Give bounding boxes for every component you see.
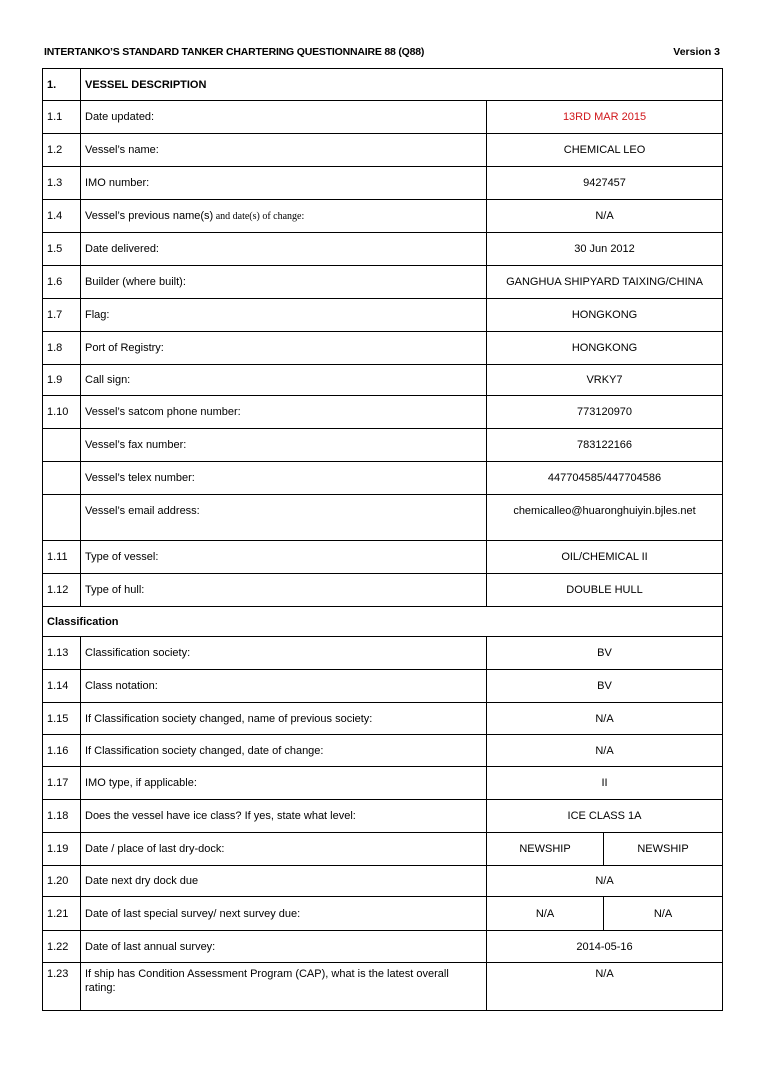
row-number: 1.19 <box>43 833 81 866</box>
row-label: Vessel’s name: <box>81 134 487 167</box>
row-number: 1.14 <box>43 670 81 703</box>
annual-survey-value: 2014-05-16 <box>487 931 723 963</box>
next-survey-due-value: N/A <box>604 897 723 931</box>
row-label: Class notation: <box>81 670 487 703</box>
table-row <box>43 299 723 332</box>
row-number: 1.9 <box>43 365 81 396</box>
row-number: 1.10 <box>43 396 81 429</box>
row-label: Date delivered: <box>81 233 487 266</box>
row-number-empty <box>43 495 81 541</box>
table-row <box>43 332 723 365</box>
row-label: Type of vessel: <box>81 541 487 574</box>
row-number: 1.6 <box>43 266 81 299</box>
section-number: 1. <box>43 69 81 101</box>
table-row <box>43 574 723 607</box>
row-label: Vessel’s satcom phone number: <box>81 396 487 429</box>
vessel-type-value: OIL/CHEMICAL II <box>487 541 723 574</box>
row-label: Date updated: <box>81 101 487 134</box>
row-label: Date / place of last dry-dock: <box>81 833 487 866</box>
call-sign-value: VRKY7 <box>487 365 723 396</box>
row-label: Vessel’s telex number: <box>81 462 487 495</box>
date-delivered-value: 30 Jun 2012 <box>487 233 723 266</box>
table-row <box>43 200 723 233</box>
row-number: 1.1 <box>43 101 81 134</box>
row-label <box>81 200 487 233</box>
row-number-empty <box>43 429 81 462</box>
row-number: 1.20 <box>43 866 81 897</box>
table-row <box>43 167 723 200</box>
last-drydock-place-value: NEWSHIP <box>604 833 723 866</box>
document-version: Version 3 <box>673 46 720 58</box>
row-number: 1.11 <box>43 541 81 574</box>
table-row <box>43 963 723 1011</box>
row-label: Date of last annual survey: <box>81 931 487 963</box>
hull-type-value: DOUBLE HULL <box>487 574 723 607</box>
row-label: If Classification society changed, name of previous society: <box>81 703 487 735</box>
table-row <box>43 735 723 767</box>
row-label: Port of Registry: <box>81 332 487 365</box>
table-row <box>43 833 723 866</box>
previous-names-value: N/A <box>487 200 723 233</box>
row-label: Flag: <box>81 299 487 332</box>
row-label: Builder (where built): <box>81 266 487 299</box>
row-number: 1.8 <box>43 332 81 365</box>
table-row <box>43 495 723 541</box>
row-number: 1.4 <box>43 200 81 233</box>
table-row <box>43 866 723 897</box>
vessel-name-value: CHEMICAL LEO <box>487 134 723 167</box>
table-row <box>43 396 723 429</box>
row-number: 1.23 <box>43 963 81 1011</box>
previous-society-value: N/A <box>487 703 723 735</box>
row-number: 1.3 <box>43 167 81 200</box>
ice-class-value: ICE CLASS 1A <box>487 800 723 833</box>
builder-value: GANGHUA SHIPYARD TAIXING/CHINA <box>487 266 723 299</box>
row-label: Vessel’s fax number: <box>81 429 487 462</box>
table-row <box>43 462 723 495</box>
section-header-row <box>43 69 723 101</box>
row-label: Type of hull: <box>81 574 487 607</box>
row-label: Does the vessel have ice class? If yes, state what level: <box>81 800 487 833</box>
row-number: 1.21 <box>43 897 81 931</box>
table-row <box>43 637 723 670</box>
row-label: If ship has Condition Assessment Program (CAP), what is the latest overall rating: <box>81 963 487 1011</box>
table-row <box>43 429 723 462</box>
row-label-main: Vessel’s previous name(s) <box>85 209 214 222</box>
class-notation-value: BV <box>487 670 723 703</box>
row-number: 1.2 <box>43 134 81 167</box>
row-number-empty <box>43 462 81 495</box>
table-row <box>43 365 723 396</box>
date-updated-value: 13RD MAR 2015 <box>487 101 723 134</box>
row-label: Date of last special survey/ next survey due: <box>81 897 487 931</box>
table-row <box>43 541 723 574</box>
row-number: 1.12 <box>43 574 81 607</box>
row-label: Vessel’s email address: <box>81 495 487 541</box>
last-drydock-date-value: NEWSHIP <box>487 833 604 866</box>
fax-value: 783122166 <box>487 429 723 462</box>
row-label: IMO type, if applicable: <box>81 767 487 800</box>
document-title: INTERTANKO’S STANDARD TANKER CHARTERING QUESTIONNAIRE 88 (Q88) <box>44 46 425 58</box>
flag-value: HONGKONG <box>487 299 723 332</box>
port-of-registry-value: HONGKONG <box>487 332 723 365</box>
email-value: chemicalleo@huaronghuiyin.bjles.net <box>487 495 723 541</box>
cap-rating-value: N/A <box>487 963 723 1011</box>
row-number: 1.15 <box>43 703 81 735</box>
classification-heading-row <box>43 607 723 637</box>
last-special-survey-value: N/A <box>487 897 604 931</box>
table-row <box>43 266 723 299</box>
table-row <box>43 800 723 833</box>
row-number: 1.5 <box>43 233 81 266</box>
row-number: 1.18 <box>43 800 81 833</box>
imo-number-value: 9427457 <box>487 167 723 200</box>
section-title: VESSEL DESCRIPTION <box>81 69 723 101</box>
table-row <box>43 670 723 703</box>
table-row <box>43 703 723 735</box>
row-label: Call sign: <box>81 365 487 396</box>
class-society-value: BV <box>487 637 723 670</box>
table-row <box>43 931 723 963</box>
row-number: 1.13 <box>43 637 81 670</box>
table-row <box>43 767 723 800</box>
table-row <box>43 897 723 931</box>
row-number: 1.22 <box>43 931 81 963</box>
classification-heading: Classification <box>43 607 723 637</box>
table-row <box>43 101 723 134</box>
imo-type-value: II <box>487 767 723 800</box>
telex-value: 447704585/447704586 <box>487 462 723 495</box>
table-row <box>43 134 723 167</box>
row-number: 1.7 <box>43 299 81 332</box>
row-number: 1.16 <box>43 735 81 767</box>
q88-table <box>42 68 723 1011</box>
row-label: Date next dry dock due <box>81 866 487 897</box>
row-label: IMO number: <box>81 167 487 200</box>
next-drydock-value: N/A <box>487 866 723 897</box>
row-label-suffix: and date(s) of change: <box>213 210 305 222</box>
satcom-value: 773120970 <box>487 396 723 429</box>
row-label: If Classification society changed, date of change: <box>81 735 487 767</box>
table-row <box>43 233 723 266</box>
row-number: 1.17 <box>43 767 81 800</box>
society-change-date-value: N/A <box>487 735 723 767</box>
row-label: Classification society: <box>81 637 487 670</box>
document-header <box>44 46 722 60</box>
